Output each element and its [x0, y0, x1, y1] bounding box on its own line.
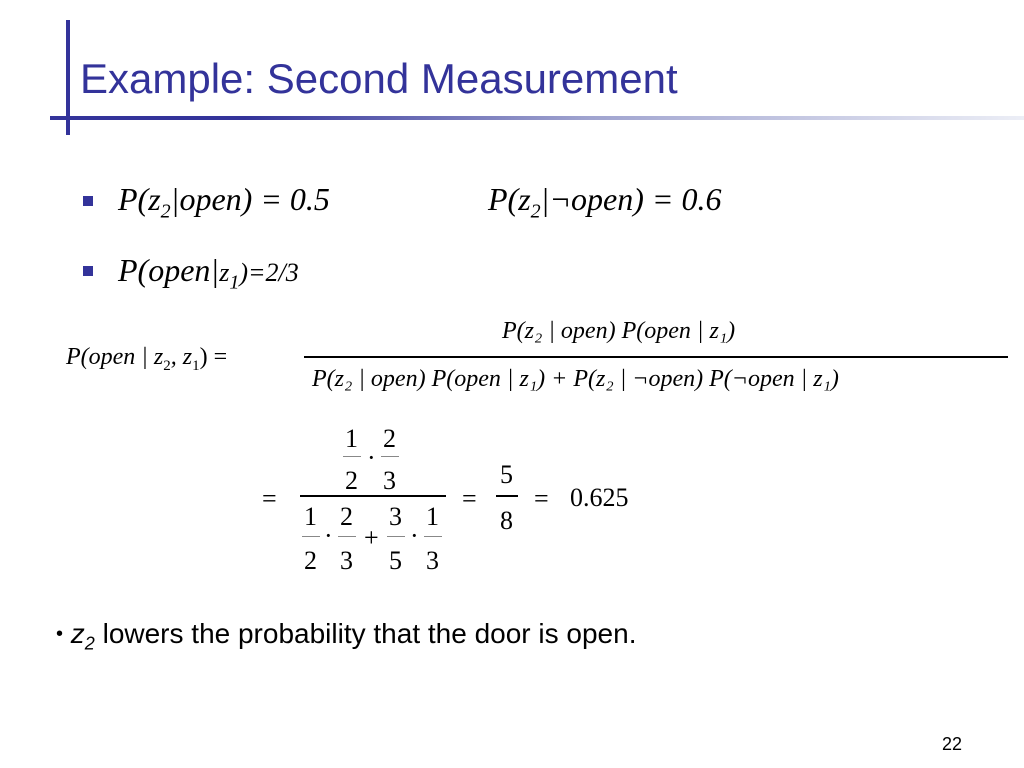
equals-sign: = [534, 484, 549, 513]
bullet-1-left: $P(z_2|open) = 0.5$ [118, 181, 330, 223]
frac-bot-den-2: 3 [340, 546, 353, 575]
frac-bot-num-3: 3 [389, 502, 402, 531]
frac-top-num-2: 2 [383, 424, 396, 453]
result-denominator: 8 [500, 506, 513, 535]
mini-fraction-bar [387, 536, 405, 537]
frac-top-num-1: 1 [345, 424, 358, 453]
frac-bot-num-4: 1 [426, 502, 439, 531]
frac-bot-num-1: 1 [304, 502, 317, 531]
frac-bot-num-2: 2 [340, 502, 353, 531]
dot-operator: · [410, 521, 419, 550]
frac-bot-den-1: 2 [304, 546, 317, 575]
conclusion-note: • $z_2$ lowers the probability that the door is open. [56, 618, 637, 654]
compound-fraction-bar [300, 495, 446, 497]
mini-fraction-bar [338, 536, 356, 537]
equation-numerator: P(z₂ | open) P(open | z₁) [502, 318, 736, 344]
equation-lhs: P(open | $z_2$, $z_1$) = [66, 344, 228, 374]
mini-fraction-bar [302, 536, 320, 537]
mini-fraction-bar [424, 536, 442, 537]
frac-top-den-2: 3 [383, 466, 396, 495]
dot-operator: · [324, 521, 333, 550]
plus-operator: + [364, 523, 379, 552]
bullet-2: $P(open|z_1)=2/3$ [118, 252, 299, 294]
result-fraction-bar [496, 495, 518, 497]
mini-fraction-bar [381, 456, 399, 457]
frac-top-den-1: 2 [345, 466, 358, 495]
equals-sign: = [462, 484, 477, 513]
equals-sign: = [262, 484, 277, 513]
frac-bot-den-3: 5 [389, 546, 402, 575]
page-number: 22 [941, 734, 962, 754]
bullet-1-right: $P(z_2|\neg open) = 0.6$ [488, 181, 722, 223]
frac-bot-den-4: 3 [426, 546, 439, 575]
result-numerator: 5 [500, 460, 513, 489]
equation-denominator: P(z₂ | open) P(open | z₁) + P(z₂ | ¬open) P(¬open | z₁) [312, 366, 839, 392]
slide-title: Example: Second Measurement [80, 55, 678, 102]
dot-operator: · [367, 443, 376, 472]
decimal-result: 0.625 [570, 483, 629, 512]
mini-fraction-bar [343, 456, 361, 457]
